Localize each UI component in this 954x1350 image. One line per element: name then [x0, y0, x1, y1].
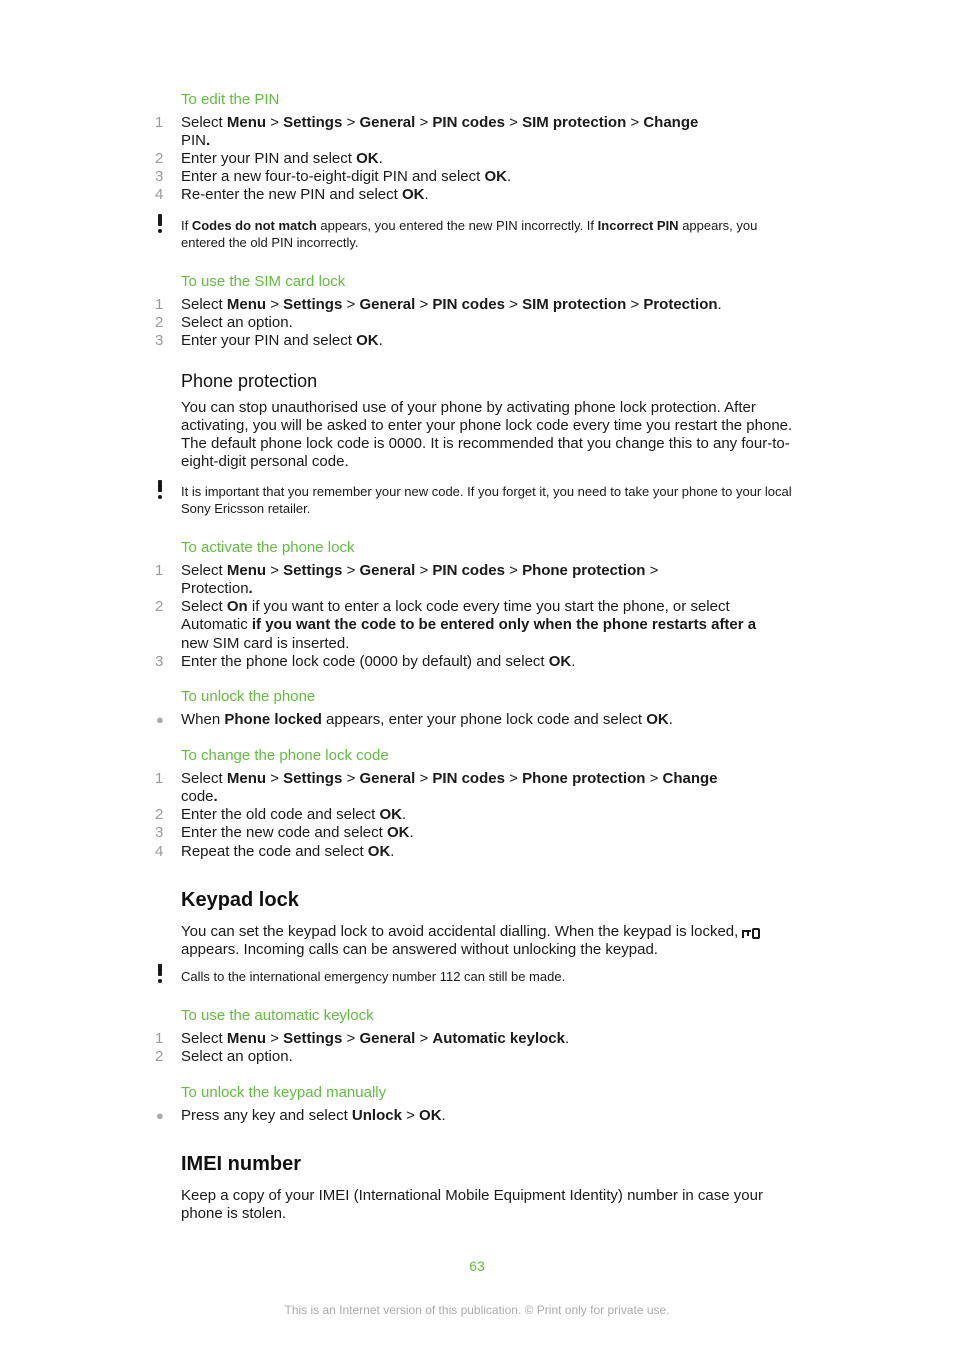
- ui-term: PIN codes: [432, 562, 505, 579]
- step-text-cont: [181, 788, 781, 806]
- text-run: .: [441, 1107, 446, 1124]
- text-run: new SIM card is inserted.: [181, 635, 350, 652]
- text-run: Select: [181, 114, 227, 131]
- ui-term: General: [359, 296, 416, 313]
- text-run: Enter your PIN and select: [181, 332, 357, 349]
- section-heading: Keypad lock: [181, 889, 299, 911]
- text-run: if you want to enter a lock code every time you start the phone, or select: [247, 598, 730, 615]
- ui-term: Menu: [226, 114, 267, 131]
- text-run: >: [504, 114, 523, 131]
- step-number: 1: [155, 770, 164, 787]
- ui-term: Phone protection: [522, 562, 646, 579]
- step-text: [181, 770, 781, 788]
- text-run: .: [401, 806, 407, 823]
- text-run: Automatic: [181, 616, 248, 633]
- warning-icon: [156, 480, 164, 500]
- step-number: 1: [155, 296, 164, 313]
- ui-term: Settings: [283, 770, 343, 787]
- step-number: 1: [155, 562, 164, 579]
- ui-term: PIN codes: [432, 770, 505, 787]
- text-run: >: [415, 562, 433, 579]
- warning-icon: [156, 214, 164, 234]
- step-text: [181, 114, 781, 132]
- text-run: >: [415, 770, 433, 787]
- procedure-heading: To change the phone lock code: [181, 747, 389, 764]
- step-number: 2: [155, 806, 164, 823]
- ui-term: OK: [367, 843, 391, 860]
- step-number: 4: [155, 843, 164, 860]
- text-run: Select an option.: [181, 314, 293, 331]
- ui-term: Menu: [226, 770, 267, 787]
- ui-term: Change: [643, 114, 699, 131]
- step-text: [181, 150, 781, 168]
- text-run: Select: [181, 296, 227, 313]
- ui-term: OK: [356, 332, 379, 349]
- text-run: >: [645, 562, 659, 579]
- page-number: 63: [469, 1258, 485, 1274]
- text-run: >: [342, 562, 360, 579]
- ui-term: if you want the code to be entered only when the phone restarts after a: [247, 616, 757, 633]
- text-run: Enter a new four-to-eight-digit PIN and select: [181, 168, 485, 185]
- step-text: [181, 824, 781, 842]
- step-number: 3: [155, 168, 164, 185]
- text-run: Enter the phone lock code (0000 by default) and select: [181, 653, 549, 670]
- step-number: 3: [155, 824, 164, 841]
- text-run: PIN: [181, 132, 207, 149]
- text-run: If: [181, 218, 192, 233]
- step-text: [181, 332, 781, 350]
- text-run: Repeat the code and select: [181, 843, 368, 860]
- text-run: >: [645, 770, 663, 787]
- step-text: [181, 653, 781, 671]
- ui-term: .: [248, 580, 253, 597]
- procedure-heading: To edit the PIN: [181, 91, 280, 108]
- ui-term: Settings: [283, 114, 343, 131]
- ui-term: OK: [548, 653, 572, 670]
- text-run: >: [266, 114, 284, 131]
- ui-term: Protection: [643, 296, 718, 313]
- text-run: .: [717, 296, 722, 313]
- step-number: 2: [155, 1048, 164, 1065]
- text-run: .: [571, 653, 576, 670]
- text-run: >: [626, 114, 644, 131]
- ui-term: OK: [646, 711, 669, 728]
- text-run: >: [415, 114, 433, 131]
- text-run: >: [504, 296, 523, 313]
- step-number: 4: [155, 186, 164, 203]
- section-heading: Phone protection: [181, 371, 318, 391]
- ui-term: Settings: [283, 562, 343, 579]
- text-run: Select: [181, 770, 227, 787]
- text-run: Protection: [181, 580, 249, 597]
- step-text: [181, 843, 781, 861]
- ui-term: Menu: [226, 1030, 267, 1047]
- ui-term: General: [359, 1030, 416, 1047]
- text-run: >: [342, 114, 360, 131]
- procedure-heading: To unlock the keypad manually: [181, 1084, 387, 1101]
- ui-term: General: [359, 770, 416, 787]
- text-run: .: [409, 824, 414, 841]
- procedure-heading: To activate the phone lock: [181, 539, 355, 556]
- ui-term: Incorrect PIN: [597, 218, 679, 233]
- ui-term: OK: [484, 168, 507, 185]
- bullet-dot: ●: [156, 1108, 164, 1123]
- text-run: Re-enter the new PIN and select: [181, 186, 402, 203]
- note-text: [181, 217, 801, 251]
- text-run: .: [507, 168, 512, 185]
- paragraph-line: You can set the keypad lock to avoid accidental dialling. When the keypad is locked,: [181, 923, 739, 940]
- ui-term: On: [226, 598, 248, 615]
- text-run: >: [266, 562, 284, 579]
- step-text: [181, 806, 781, 824]
- section-paragraph: Keep a copy of your IMEI (International Mobile Equipment Identity) number in case your phone is stolen.: [181, 1187, 763, 1222]
- text-run: Enter your PIN and select: [181, 150, 357, 167]
- step-text: [181, 1030, 781, 1048]
- procedure-heading: To unlock the phone: [181, 688, 316, 705]
- ui-term: Codes do not match: [191, 218, 317, 233]
- step-number: 1: [155, 114, 164, 131]
- step-number: 3: [155, 332, 164, 349]
- ui-term: Menu: [226, 562, 267, 579]
- step-number: 2: [155, 314, 164, 331]
- step-number: 3: [155, 653, 164, 670]
- step-text: [181, 186, 781, 204]
- step-number: 2: [155, 150, 164, 167]
- step-text: [181, 598, 781, 616]
- ui-term: Settings: [283, 1030, 343, 1047]
- section-heading: IMEI number: [181, 1153, 302, 1175]
- text-run: Select: [181, 562, 227, 579]
- ui-term: Change: [662, 770, 718, 787]
- text-run: >: [415, 296, 433, 313]
- text-run: >: [504, 770, 523, 787]
- step-text: [181, 296, 781, 314]
- step-text: [181, 314, 781, 332]
- note-text: It is important that you remember your new code. If you forget it, you need to take your phone to your local Sony Ericsson retailer.: [181, 484, 792, 516]
- text-run: .: [390, 843, 395, 860]
- ui-term: OK: [379, 806, 402, 823]
- text-run: >: [266, 770, 284, 787]
- text-run: >: [626, 296, 644, 313]
- step-text-cont: [181, 580, 781, 598]
- text-run: Select: [181, 1030, 227, 1047]
- ui-term: SIM protection: [522, 114, 627, 131]
- text-run: .: [378, 332, 383, 349]
- text-run: Press any key and select: [181, 1107, 352, 1124]
- keylock-icon: [741, 926, 761, 938]
- text-run: >: [401, 1107, 420, 1124]
- step-number: 2: [155, 598, 164, 615]
- ui-term: OK: [401, 186, 425, 203]
- procedure-heading: To use the SIM card lock: [181, 273, 346, 290]
- procedure-heading: To use the automatic keylock: [181, 1007, 374, 1024]
- step-text-cont: [181, 616, 781, 634]
- ui-term: Automatic keylock: [432, 1030, 565, 1047]
- ui-term: Phone locked: [224, 711, 322, 728]
- step-number: 1: [155, 1030, 164, 1047]
- text-run: .: [564, 1030, 570, 1047]
- step-text: [181, 168, 781, 186]
- step-text: [181, 1048, 781, 1066]
- ui-term: SIM protection: [522, 296, 627, 313]
- ui-term: General: [359, 562, 416, 579]
- ui-term: OK: [356, 150, 379, 167]
- text-run: Select an option.: [181, 1048, 293, 1065]
- bullet-text: [181, 1107, 781, 1125]
- ui-term: Phone protection: [522, 770, 646, 787]
- text-run: appears, you entered the old PIN incorrectly.: [181, 218, 758, 250]
- text-run: >: [342, 296, 360, 313]
- text-run: appears, enter your phone lock code and select: [321, 711, 647, 728]
- step-text-cont: [181, 635, 781, 653]
- bullet-text: [181, 711, 781, 729]
- text-run: .: [424, 186, 429, 203]
- text-run: >: [266, 296, 284, 313]
- text-run: code: [181, 788, 214, 805]
- text-run: Enter the old code and select: [181, 806, 380, 823]
- text-run: Enter the new code and select: [181, 824, 387, 841]
- text-run: .: [668, 711, 673, 728]
- note-text: Calls to the international emergency number 112 can still be made.: [181, 969, 566, 984]
- ui-term: OK: [386, 824, 410, 841]
- text-run: appears, you entered the new PIN incorrectly. If: [316, 218, 598, 233]
- ui-term: PIN codes: [432, 114, 505, 131]
- step-text-cont: [181, 132, 781, 150]
- ui-term: .: [206, 132, 211, 149]
- ui-term: Settings: [283, 296, 343, 313]
- ui-term: General: [359, 114, 416, 131]
- warning-icon: [156, 964, 164, 984]
- text-run: >: [266, 1030, 284, 1047]
- step-text: [181, 562, 781, 580]
- text-run: Select: [181, 598, 227, 615]
- ui-term: Menu: [226, 296, 267, 313]
- text-run: >: [342, 1030, 360, 1047]
- bullet-dot: ●: [156, 712, 164, 727]
- text-run: >: [342, 770, 360, 787]
- ui-term: Unlock: [351, 1107, 402, 1124]
- page-footer: This is an Internet version of this publication. © Print only for private use.: [284, 1303, 670, 1317]
- text-run: When: [181, 711, 225, 728]
- section-paragraph: You can stop unauthorised use of your phone by activating phone lock protection. After activating, you will be asked to enter your phone lock code every time you restart the phone. The default phone lock code is 0000. It is recommended that you change this to any four-to-eight-digit personal code.: [181, 399, 793, 470]
- ui-term: PIN codes: [432, 296, 505, 313]
- text-run: >: [504, 562, 523, 579]
- text-run: >: [415, 1030, 433, 1047]
- section-paragraph: [181, 923, 801, 941]
- text-run: .: [378, 150, 383, 167]
- ui-term: .: [213, 788, 218, 805]
- ui-term: OK: [419, 1107, 442, 1124]
- paragraph-line: appears. Incoming calls can be answered without unlocking the keypad.: [181, 941, 658, 958]
